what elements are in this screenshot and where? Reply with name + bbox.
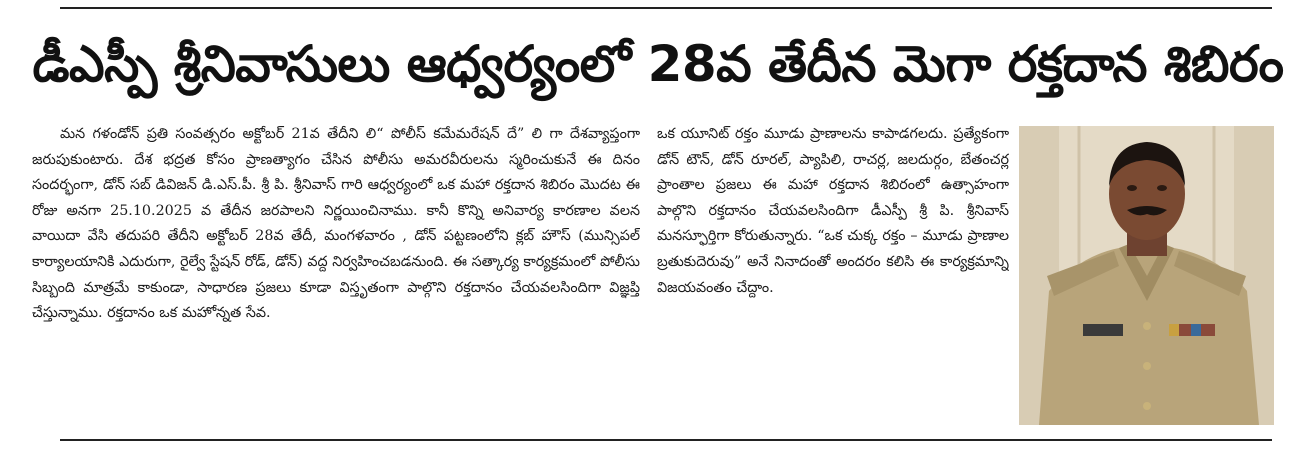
article-paragraph-2: ఒక యూనిట్ రక్తం మూడు ప్రాణాలను కాపాడగలదు. ప్రత్యేకంగా డోన్ టౌన్, డోన్ రూరల్, ప్యాపిలి, రాచర్ల, జలదుర్గం, బేతంచర్ల ప్రాంతాల ప్రజలు ఈ మహా రక్తదాన శిబిరంలో ఉత్సాహంగా పాల్గొని రక్తదానం చేయవలసిందిగా డీఎస్పీ శ్రీ పి. శ్రీనివాస్ మనస్ఫూర్తిగా కోరుతున్నారు. “ఒక చుక్క రక్తం – మూడు ప్రాణాల బ్రతుకుదెరువు” అనే నినాదంతో అందరం కలిసి ఈ కార్యక్రమాన్ని విజయవంతం చేద్దాం. [657,126,1009,296]
top-rule [60,7,1272,9]
officer-portrait-icon [1019,126,1274,425]
article-paragraph-1: మన గళండోన్ ప్రతి సంవత్సరం అక్టోబర్ 21వ తేదీని లి“ పోలీస్ కమేమరేషన్ దే” లి గా దేశవ్యాప్తంగా జరుపుకుంటారు. దేశ భద్రత కోసం ప్రాణత్యాగం చేసిన పోలీసు అమరవీరులను స్మరించుకునే ఈ దినం సందర్భంగా, డోన్ సబ్ డివిజన్ డి.ఎస్.పీ. శ్రీ పి. శ్రీనివాస్ గారి ఆధ్వర్యంలో ఒక మహా రక్తదాన శిబిరం మొదట ఈ రోజు అనగా 25.10.2025 వ తేదీన జరపాలని నిర్ణయించినాము. కానీ కొన్ని అనివార్య కారణాల వలన వాయిదా వేసి తదుపరి తేదీని అక్టోబర్ 28వ తేదీ, మంగళవారం , డోన్ పట్టణంలోని క్లబ్ హౌస్ (మున్సిపల్ కార్యాలయానికి ఎదురుగా, రైల్వే స్టేషన్ రోడ్, డోన్) వద్ద నిర్వహించబడనుంది. ఈ సత్కార్య కార్యక్రమంలో పోలీసు సిబ్బంది మాత్రమే కాకుండా, సాధారణ ప్రజలు కూడా విస్తృతంగా పాల్గొని రక్తదానం చేయవలసిందిగా విజ్ఞప్తి చేస్తున్నాము. రక్తదానం ఒక మహోన్నత సేవ. [32,126,640,322]
article-column-1 [32,122,640,412]
bottom-rule [60,439,1272,441]
article-column-2 [657,122,1009,412]
officer-photo [1019,126,1274,425]
headline: డీఎస్పీ శ్రీనివాసులు ఆధ్వర్యంలో 28వ తేదీన మెగా రక్తదాన శిబిరం [32,35,1284,93]
